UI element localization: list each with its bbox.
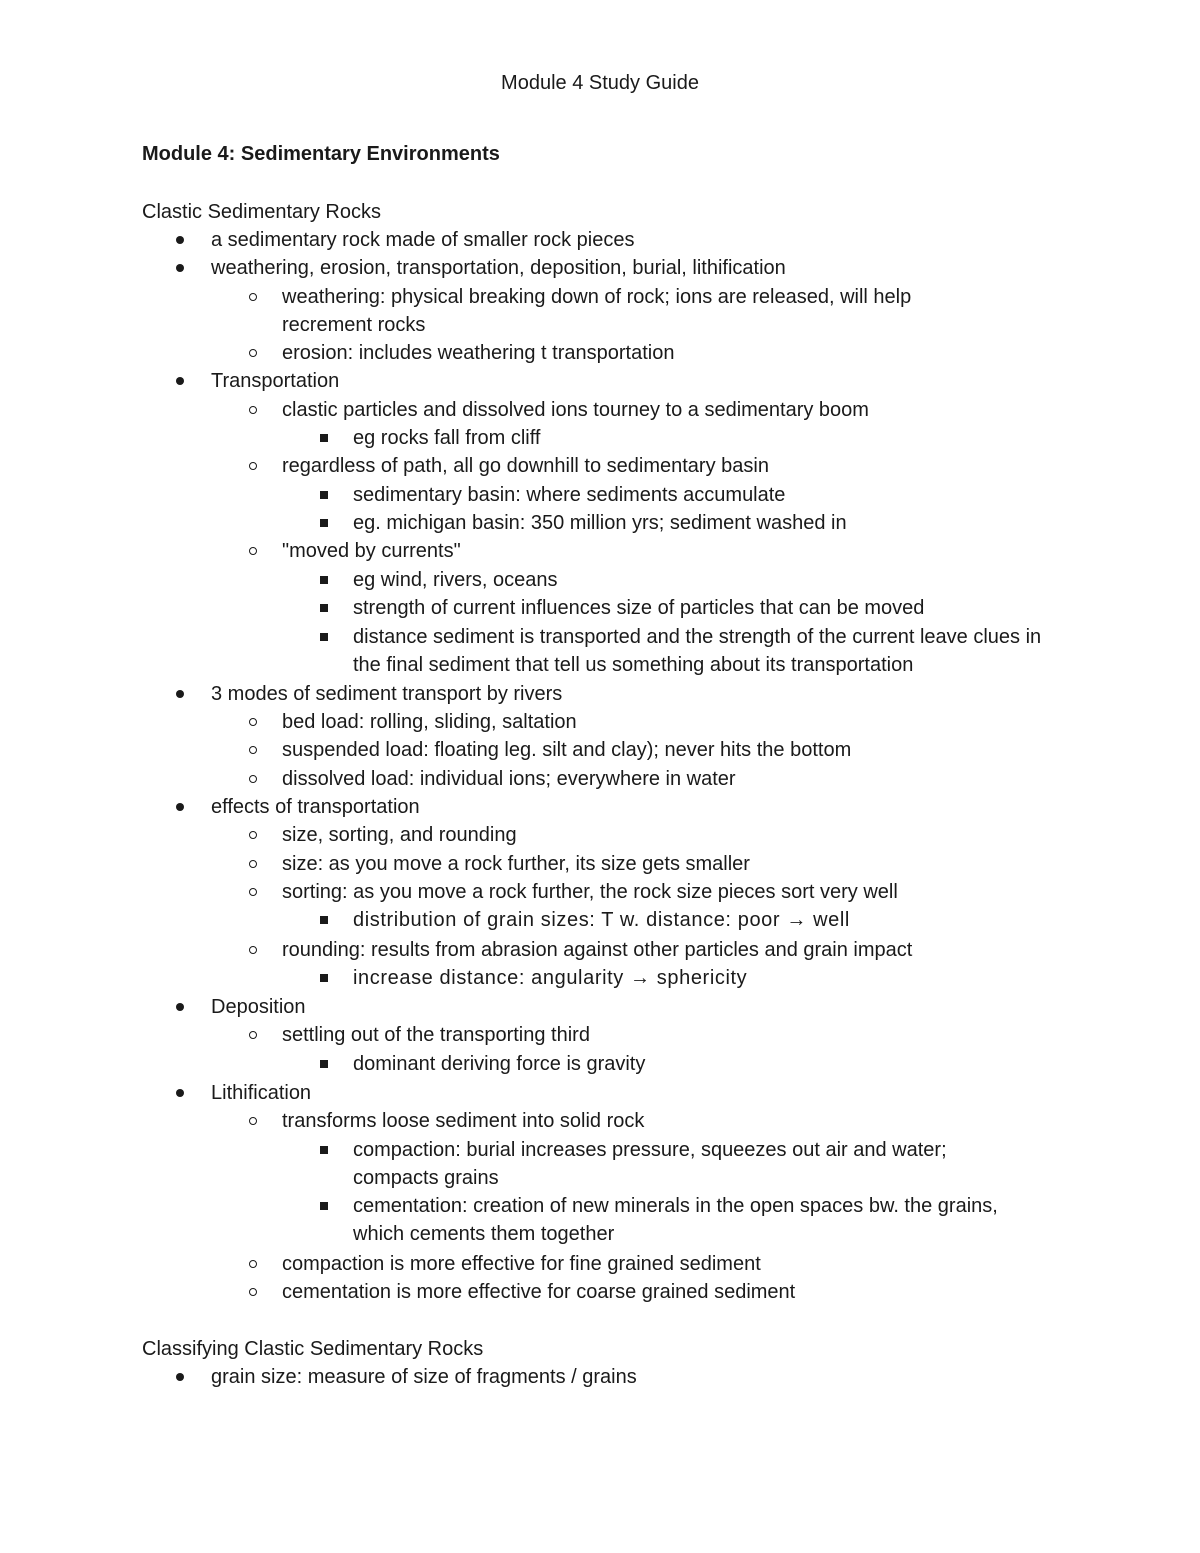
sub-sub-bullet-item: distribution of grain sizes: T w. distance: poor → well — [353, 906, 1053, 934]
bullet-circle-icon — [249, 1031, 257, 1039]
bullet-item: effects of transportation — [211, 793, 1071, 821]
bullet-circle-icon — [249, 406, 257, 414]
bullet-circle-icon — [249, 462, 257, 470]
bullet-disc-icon — [176, 264, 184, 272]
sub-bullet-item: clastic particles and dissolved ions tourney to a sedimentary boom — [282, 396, 1072, 424]
sub-bullet-item: compaction is more effective for fine grained sediment — [282, 1250, 1072, 1278]
bullet-circle-icon — [249, 860, 257, 868]
bullet-disc-icon — [176, 236, 184, 244]
bullet-circle-icon — [249, 746, 257, 754]
sub-bullet-item: settling out of the transporting third — [282, 1021, 1072, 1049]
sub-bullet-item: cementation is more effective for coarse grained sediment — [282, 1278, 1072, 1306]
bullet-item: weathering, erosion, transportation, deposition, burial, lithification — [211, 254, 1071, 282]
bullet-item: Deposition — [211, 993, 1071, 1021]
sub-bullet-item: regardless of path, all go downhill to sedimentary basin — [282, 452, 1072, 480]
sub-sub-bullet-item: sedimentary basin: where sediments accumulate — [353, 481, 1053, 509]
bullet-circle-icon — [249, 888, 257, 896]
bullet-circle-icon — [249, 946, 257, 954]
page-header: Module 4 Study Guide — [501, 72, 699, 94]
bullet-item: Lithification — [211, 1079, 1071, 1107]
bullet-item: grain size: measure of size of fragments / grains — [211, 1363, 1071, 1391]
sub-sub-bullet-item: distance sediment is transported and the strength of the current leave clues in the final sediment that tell us something about its transportation — [353, 623, 1053, 680]
sub-sub-bullet-item: compaction: burial increases pressure, squeezes out air and water; compacts grains — [353, 1136, 1013, 1193]
bullet-circle-icon — [249, 831, 257, 839]
sub-sub-bullet-item: increase distance: angularity → sphericity — [353, 964, 1053, 992]
bullet-disc-icon — [176, 803, 184, 811]
sub-bullet-item: rounding: results from abrasion against other particles and grain impact — [282, 936, 1072, 964]
bullet-square-icon — [320, 576, 328, 584]
bullet-square-icon — [320, 1146, 328, 1154]
sub-sub-bullet-item: dominant deriving force is gravity — [353, 1050, 1053, 1078]
bullet-disc-icon — [176, 1003, 184, 1011]
bullet-square-icon — [320, 916, 328, 924]
sub-bullet-item: weathering: physical breaking down of rock; ions are released, will help recrement rocks — [282, 283, 982, 340]
bullet-square-icon — [320, 434, 328, 442]
bullet-disc-icon — [176, 690, 184, 698]
sub-bullet-item: bed load: rolling, sliding, saltation — [282, 708, 1072, 736]
bullet-disc-icon — [176, 1089, 184, 1097]
sub-bullet-item: size: as you move a rock further, its size gets smaller — [282, 850, 1072, 878]
sub-bullet-item: size, sorting, and rounding — [282, 821, 1072, 849]
bullet-circle-icon — [249, 775, 257, 783]
bullet-disc-icon — [176, 377, 184, 385]
bullet-circle-icon — [249, 1260, 257, 1268]
sub-bullet-item: transforms loose sediment into solid rock — [282, 1107, 1072, 1135]
bullet-disc-icon — [176, 1373, 184, 1381]
sub-sub-bullet-item: eg. michigan basin: 350 million yrs; sediment washed in — [353, 509, 1053, 537]
sub-bullet-item: erosion: includes weathering t transportation — [282, 339, 1072, 367]
bullet-square-icon — [320, 1202, 328, 1210]
bullet-square-icon — [320, 633, 328, 641]
bullet-item: a sedimentary rock made of smaller rock pieces — [211, 226, 1071, 254]
bullet-square-icon — [320, 519, 328, 527]
bullet-square-icon — [320, 974, 328, 982]
sub-bullet-item: suspended load: floating leg. silt and clay); never hits the bottom — [282, 736, 1072, 764]
bullet-circle-icon — [249, 1288, 257, 1296]
bullet-square-icon — [320, 1060, 328, 1068]
document-title: Module 4: Sedimentary Environments — [142, 143, 500, 165]
bullet-circle-icon — [249, 1117, 257, 1125]
bullet-item: Transportation — [211, 367, 1071, 395]
sub-bullet-item: sorting: as you move a rock further, the rock size pieces sort very well — [282, 878, 1072, 906]
bullet-item: 3 modes of sediment transport by rivers — [211, 680, 1071, 708]
sub-sub-bullet-item: strength of current influences size of particles that can be moved — [353, 594, 1053, 622]
bullet-square-icon — [320, 491, 328, 499]
section-heading: Classifying Clastic Sedimentary Rocks — [142, 1338, 484, 1360]
sub-sub-bullet-item: eg wind, rivers, oceans — [353, 566, 1053, 594]
bullet-square-icon — [320, 604, 328, 612]
sub-bullet-item: "moved by currents" — [282, 537, 1072, 565]
sub-sub-bullet-item: eg rocks fall from cliff — [353, 424, 1053, 452]
bullet-circle-icon — [249, 547, 257, 555]
section-heading: Clastic Sedimentary Rocks — [142, 201, 381, 223]
bullet-circle-icon — [249, 293, 257, 301]
bullet-circle-icon — [249, 718, 257, 726]
sub-sub-bullet-item: cementation: creation of new minerals in the open spaces bw. the grains, which cements them together — [353, 1192, 1053, 1249]
bullet-circle-icon — [249, 349, 257, 357]
sub-bullet-item: dissolved load: individual ions; everywhere in water — [282, 765, 1072, 793]
